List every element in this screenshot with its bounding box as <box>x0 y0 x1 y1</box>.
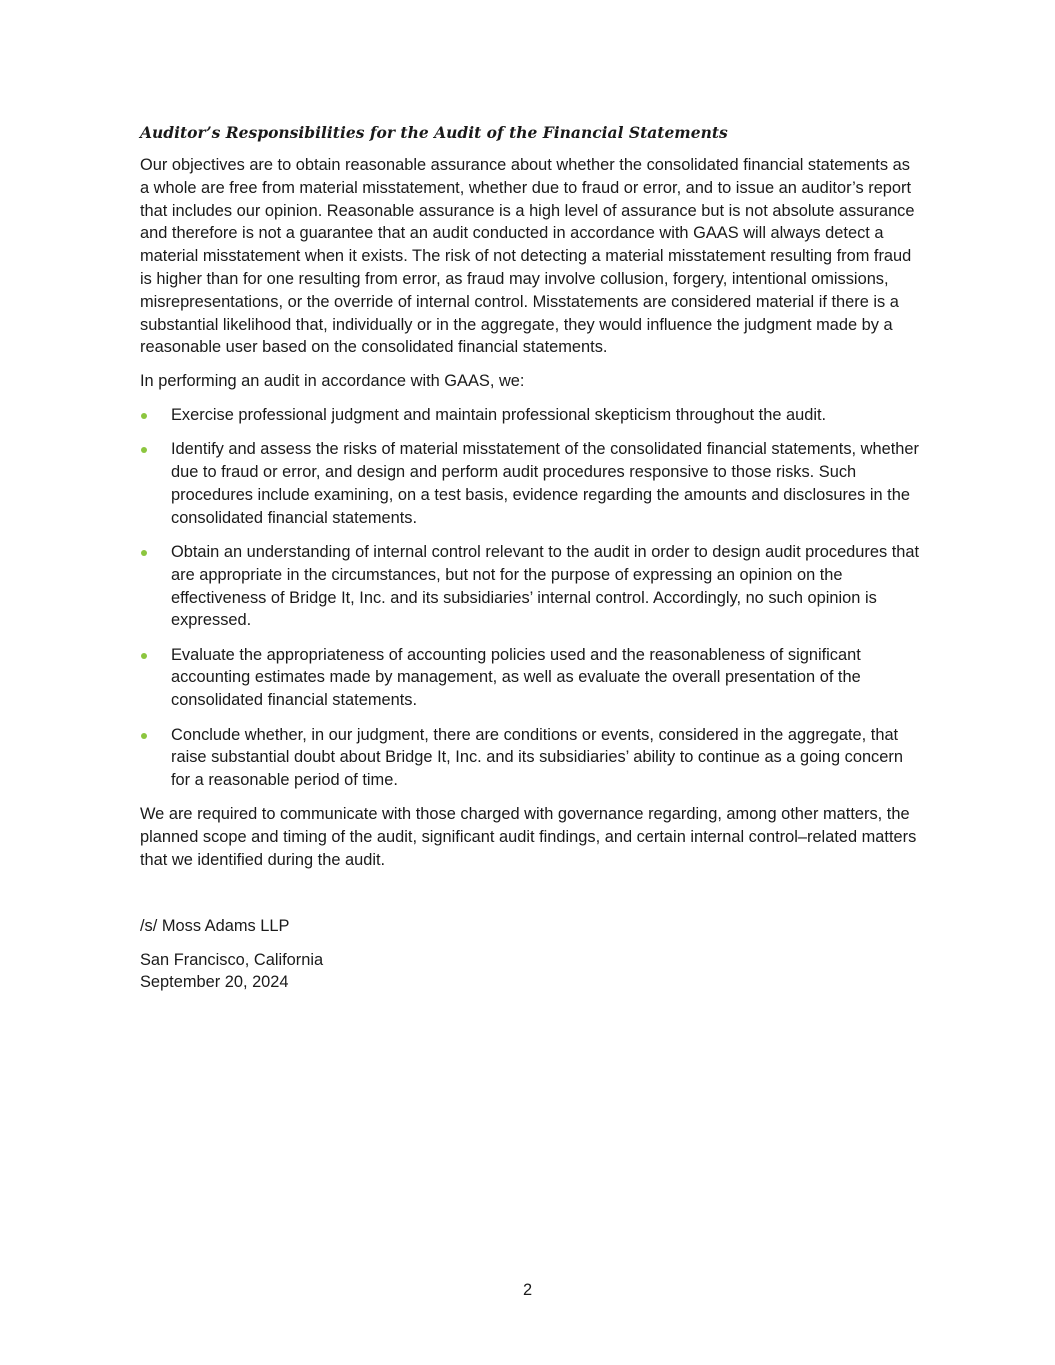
objectives-paragraph: Our objectives are to obtain reasonable assurance about whether the consolidated financial statements as a whole are free from material misstatement, whether due to fraud or error, and to issue an auditor’s report that includes our opinion. Reasonable assurance is a high level of assurance but is not absolute assurance and therefore is not a guarantee that an audit conducted in accordance with GAAS will always detect a material misstatement when it exists. The risk of not detecting a material misstatement resulting from fraud is higher than for one resulting from error, as fraud may involve collusion, forgery, intentional omissions, misrepresentations, or the override of internal control. Misstatements are considered material if there is a substantial likelihood that, individually or in the aggregate, they would influence the judgment made by a reasonable user based on the consolidated financial statements. <box>140 156 915 357</box>
signature-date: September 20, 2024 <box>140 973 289 992</box>
bullet-dot-icon <box>141 413 147 419</box>
list-item <box>140 724 920 792</box>
list-item-text: Identify and assess the risks of material misstatement of the consolidated financial statements, whether due to fraud or error, and design and perform audit procedures responsive to those risks. Such procedures include examining, on a test basis, evidence regarding the amounts and disclosures in the consolidated financial statements. <box>171 440 919 527</box>
bullet-dot-icon <box>141 733 147 739</box>
signature-block <box>140 915 920 994</box>
bullet-dot-icon <box>141 653 147 659</box>
list-item <box>140 644 920 712</box>
signature-location: San Francisco, California <box>140 950 324 969</box>
list-item <box>140 541 920 632</box>
section-heading: Auditor’s Responsibilities for the Audit of the Financial Statements <box>140 123 728 142</box>
page-number: 2 <box>522 1281 533 1299</box>
list-item-text: Exercise professional judgment and maintain professional skepticism throughout the audit. <box>171 405 827 424</box>
list-item-text: Obtain an understanding of internal control relevant to the audit in order to design audit procedures that are appropriate in the circumstances, but not for the purpose of expressing an opinion on the effectiveness of Bridge It, Inc. and its subsidiaries’ internal control. Accordingly, no such opinion is expressed. <box>171 542 920 630</box>
list-item-text: Evaluate the appropriateness of accounting policies used and the reasonableness of significant accounting estimates made by management, as well as evaluate the overall presentation of the consolidated financial statements. <box>171 645 861 710</box>
list-item-text: Conclude whether, in our judgment, there are conditions or events, considered in the aggregate, that raise substantial doubt about Bridge It, Inc. and its subsidiaries’ ability to continue as a going concern for a reasonable period of time. <box>171 725 903 790</box>
gaas-intro-paragraph: In performing an audit in accordance with GAAS, we: <box>140 372 525 391</box>
bullet-dot-icon <box>141 447 147 453</box>
page-content <box>140 122 920 994</box>
governance-paragraph: We are required to communicate with those charged with governance regarding, among other matters, the planned scope and timing of the audit, significant audit findings, and certain internal control–related matters that we identified during the audit. <box>140 805 917 870</box>
firm-signature: /s/ Moss Adams LLP <box>140 916 290 935</box>
procedures-list <box>140 404 920 792</box>
bullet-dot-icon <box>141 550 147 556</box>
list-item <box>140 438 920 529</box>
list-item <box>140 404 920 427</box>
